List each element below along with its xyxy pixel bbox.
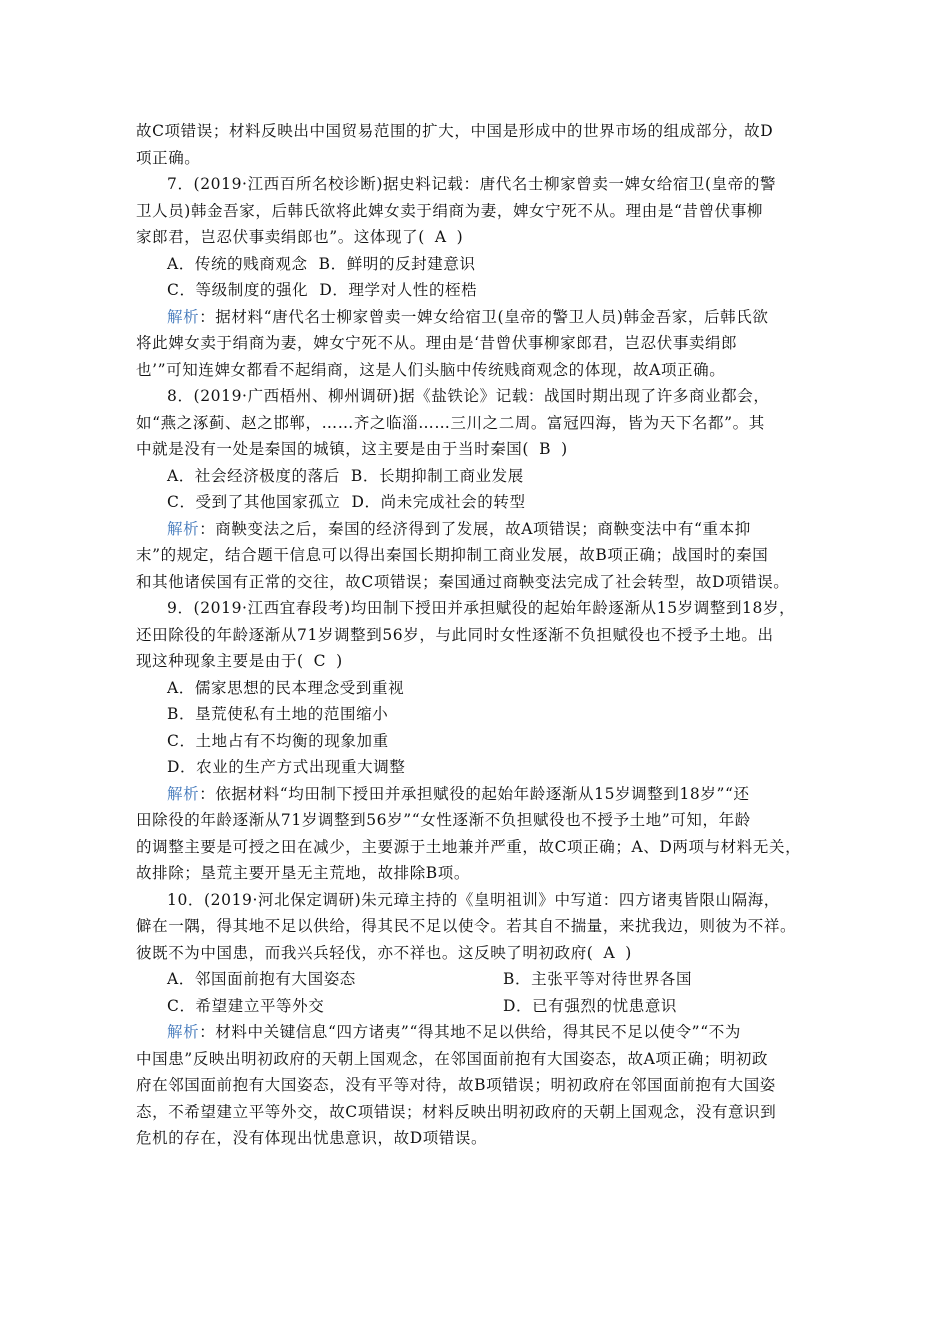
analysis-line: 中国患”反映出明初政府的天朝上国观念，在邻国面前抱有大国姿态，故A项正确；明初政 <box>136 1049 769 1068</box>
analysis-line: 府在邻国面前抱有大国姿态，没有平等对待，故B项错误；明初政府在邻国面前抱有大国姿 <box>136 1076 776 1094</box>
analysis-line <box>136 516 816 543</box>
option-c: C．希望建立平等外交 <box>167 996 325 1015</box>
stem-close: ) <box>336 652 343 670</box>
question-stem <box>136 648 816 675</box>
analysis-text: ：材料中关键信息“四方诸夷”“得其地不足以供给，得其民不足以使令”“不为 <box>199 1023 741 1041</box>
stem-text: 现这种现象主要是由于( <box>136 652 304 670</box>
option-a: A．社会经济极度的落后 <box>167 466 340 485</box>
question-stem: 9．(2019·江西宜春段考)均田制下授田并承担赋役的起始年龄逐渐从15岁调整到18岁， <box>167 599 796 617</box>
analysis-line: 将此婢女卖于绢商为妻，婢女宁死不从。理由是‘昔曾伏事柳家郎君，岂忍伏事卖绢郎 <box>136 334 738 352</box>
analysis-label: 解析 <box>167 519 200 538</box>
option-d: D．尚未完成社会的转型 <box>351 493 526 511</box>
option-row <box>136 489 816 516</box>
analysis-line: 田除役的年龄逐渐从71岁调整到56岁”“女性逐渐不负担赋役也不授予土地”可知，年龄 <box>136 811 751 829</box>
option-row <box>136 966 816 993</box>
stem-close: ) <box>561 440 568 458</box>
option-d: D．农业的生产方式出现重大调整 <box>167 758 406 776</box>
analysis-line: 故排除；垦荒主要开垦无主荒地，故排除B项。 <box>136 864 470 882</box>
option-b: B．鲜明的反封建意识 <box>318 254 476 273</box>
analysis-label: 解析 <box>167 784 200 803</box>
question-stem: 僻在一隅，得其地不足以供给，得其民不足以使令。若其自不揣量，来扰我边，则彼为不祥。 <box>136 917 797 935</box>
option-row <box>136 993 816 1020</box>
stem-close: ) <box>625 943 632 962</box>
answer-letter: C <box>313 652 327 670</box>
answer-letter: B <box>539 440 552 458</box>
analysis-text: ：依据材料“均田制下授田并承担赋役的起始年龄逐渐从15岁调整到18岁”“还 <box>199 784 750 803</box>
stem-text: 彼既不为中国患，而我兴兵轻伐，亦不祥也。这反映了明初政府( <box>136 943 594 962</box>
question-stem: 如“燕之涿蓟、赵之邯郸，……齐之临淄……三川之二周。富冠四海，皆为天下名都”。其 <box>136 413 765 432</box>
question-9 <box>136 595 816 887</box>
question-stem: 卫人员)韩金吾家，后韩氏欲将此婢女卖于绢商为妻，婢女宁死不从。理由是“昔曾伏事柳 <box>136 201 763 220</box>
stem-text: 家郎君，岂忍伏事卖绢郎也”。这体现了( <box>136 228 425 246</box>
option-d: D．理学对人性的桎梏 <box>319 281 478 299</box>
option-b: B．垦荒使私有土地的范围缩小 <box>167 705 389 723</box>
analysis-label: 解析 <box>167 307 200 326</box>
document-page <box>136 118 816 1152</box>
question-8 <box>136 383 816 595</box>
question-stem <box>136 940 816 967</box>
option-c: C．等级制度的强化 <box>167 281 309 299</box>
analysis-line: 也’”可知连婢女都看不起绢商，这是人们头脑中传统贱商观念的体现，故A项正确。 <box>136 360 726 379</box>
question-stem: 10．(2019·河北保定调研)朱元璋主持的《皇明祖训》中写道：四方诸夷皆限山隔海， <box>167 890 780 909</box>
option-c: C．土地占有不均衡的现象加重 <box>167 731 389 750</box>
analysis-line: 态，不希望建立平等外交，故C项错误；材料反映出明初政府的天朝上国观念，没有意识到 <box>136 1102 777 1121</box>
analysis-line <box>136 304 816 331</box>
question-stem: 7．(2019·江西百所名校诊断)据史料记载：唐代名士柳家曾卖一婢女给宿卫(皇帝的警 <box>167 175 777 193</box>
option-a: A．邻国面前抱有大国姿态 <box>167 970 356 988</box>
option-row <box>136 277 816 304</box>
answer-letter: A <box>434 228 447 246</box>
analysis-line: 危机的存在，没有体现出忧患意识，故D项错误。 <box>136 1129 488 1147</box>
analysis-text: ：商鞅变法之后，秦国的经济得到了发展，故A项错误；商鞅变法中有“重本抑 <box>199 519 751 538</box>
intro-line: 故C项错误；材料反映出中国贸易范围的扩大，中国是形成中的世界市场的组成部分，故D <box>136 122 774 140</box>
question-stem <box>136 224 816 251</box>
answer-letter: A <box>603 943 616 962</box>
analysis-line <box>136 1019 816 1046</box>
analysis-line: 末”的规定，结合题干信息可以得出秦国长期抑制工商业发展，故B项正确；战国时的秦国 <box>136 546 769 564</box>
option-row <box>136 251 816 278</box>
question-7 <box>136 171 816 383</box>
option-a: A．儒家思想的民本理念受到重视 <box>167 678 405 697</box>
option-a: A．传统的贱商观念 <box>167 254 308 273</box>
option-b: B．主张平等对待世界各国 <box>503 970 693 988</box>
analysis-line <box>136 781 816 808</box>
stem-close: ) <box>456 228 464 246</box>
analysis-line: 的调整主要是可授之田在减少，主要源于土地兼并严重，故C项正确；A、D两项与材料无关， <box>136 837 802 856</box>
question-stem <box>136 436 816 463</box>
question-10 <box>136 887 816 1152</box>
intro-line: 项正确。 <box>136 148 201 167</box>
analysis-text: ：据材料“唐代名士柳家曾卖一婢女给宿卫(皇帝的警卫人员)韩金吾家，后韩氏欲 <box>199 307 769 326</box>
option-c: C．受到了其他国家孤立 <box>167 493 341 511</box>
analysis-line: 和其他诸侯国有正常的交往，故C项错误；秦国通过商鞅变法完成了社会转型，故D项错误。 <box>136 572 790 591</box>
question-stem: 还田除役的年龄逐渐从71岁调整到56岁，与此同时女性逐渐不负担赋役也不授予土地。出 <box>136 625 774 644</box>
question-stem: 8．(2019·广西梧州、柳州调研)据《盐铁论》记载：战国时期出现了许多商业都会， <box>167 387 770 405</box>
stem-text: 中就是没有一处是秦国的城镇，这主要是由于当时秦国( <box>136 440 530 458</box>
option-row <box>136 463 816 490</box>
analysis-label: 解析 <box>167 1023 200 1041</box>
option-d: D．已有强烈的忧患意识 <box>503 996 678 1015</box>
option-b: B．长期抑制工商业发展 <box>350 466 524 485</box>
